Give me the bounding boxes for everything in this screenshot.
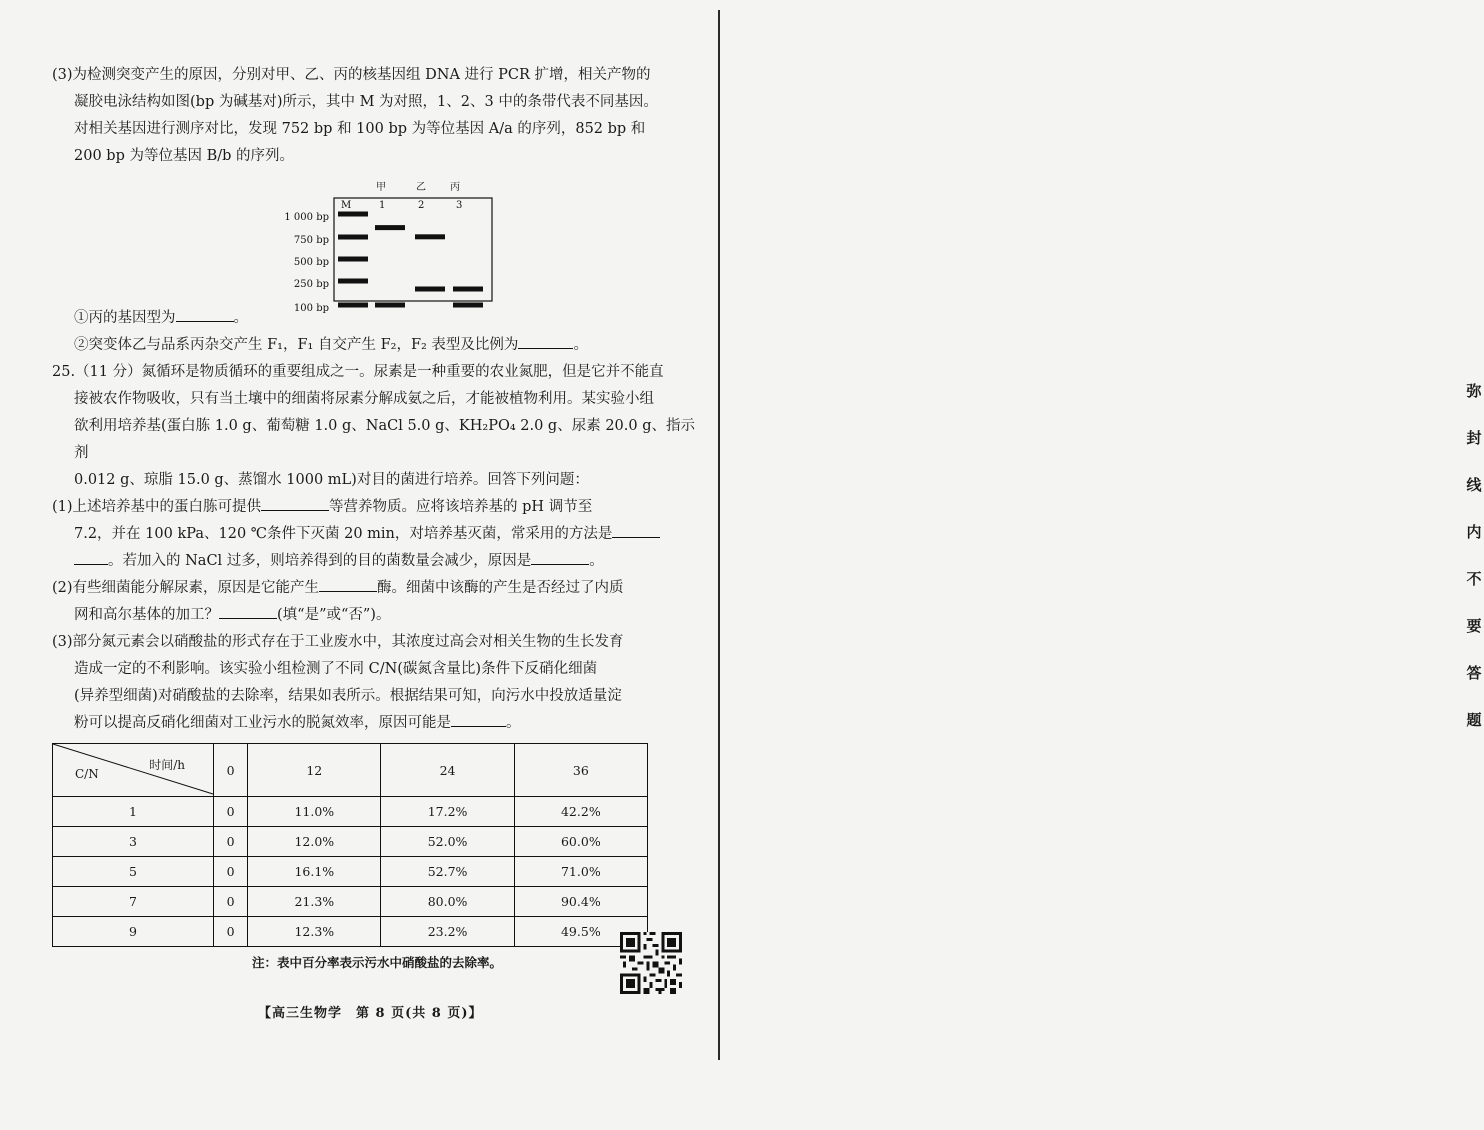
q3-sub1: [52, 305, 702, 332]
cn-cell: 3: [53, 827, 214, 857]
lane-header-jia: 甲: [376, 182, 386, 193]
cn-cell: 9: [53, 917, 214, 947]
q3-sub1-text: ①丙的基因型为: [74, 310, 176, 326]
cn-cell: 5: [53, 857, 214, 887]
marker-label: 100 bp: [293, 303, 329, 314]
seal-char: 线: [1466, 476, 1482, 494]
seal-char: 弥: [1466, 382, 1482, 400]
header-time-0: 0: [214, 744, 248, 797]
q25-2-text: 酶。细菌中该酶的产生是否经过了内质: [377, 580, 624, 596]
sample-band: [415, 234, 445, 239]
gel-figure: [52, 176, 702, 314]
sample-band: [415, 287, 445, 292]
seal-char: 题: [1466, 711, 1482, 729]
value-cell: 0: [214, 797, 248, 827]
value-cell: 49.5%: [514, 917, 647, 947]
q25-line: 0.012 g、琼脂 15.0 g、蒸馏水 1000 mL)对目的菌进行培养。回答下列问题：: [74, 472, 589, 488]
punct: 。: [573, 337, 588, 353]
value-cell: 12.0%: [248, 827, 381, 857]
sample-band: [453, 303, 483, 308]
sample-band: [375, 303, 405, 308]
value-cell: 16.1%: [248, 857, 381, 887]
q3-line: 200 bp 为等位基因 B/b 的序列。: [74, 148, 294, 164]
value-cell: 60.0%: [514, 827, 647, 857]
punct: 。: [233, 310, 248, 326]
seal-char: 答: [1466, 664, 1482, 682]
lane-label-1: 1: [379, 200, 386, 211]
sample-band: [375, 225, 405, 230]
marker-band: [338, 235, 368, 240]
q25-1-text: 。若加入的 NaCl 过多，则培养得到的目的菌数量会减少，原因是: [108, 553, 532, 569]
sample-band: [453, 287, 483, 292]
q25-3-line: 造成一定的不利影响。该实验小组检测了不同 C/N(碳氮含量比)条件下反硝化细菌: [74, 661, 598, 677]
seal-char: 不: [1466, 570, 1482, 588]
seal-char: 封: [1466, 429, 1482, 447]
answer-blank[interactable]: [451, 712, 506, 727]
answer-blank[interactable]: [261, 496, 329, 511]
page-footer: 【高三生物学 第 8 页(共 8 页)】: [258, 1006, 483, 1021]
value-cell: 42.2%: [514, 797, 647, 827]
value-cell: 0: [214, 827, 248, 857]
q25-2: [52, 575, 702, 602]
lane-header-yi: 乙: [416, 182, 426, 193]
value-cell: 52.7%: [381, 857, 514, 887]
question-content: [52, 62, 702, 973]
header-time-24: 24: [381, 744, 514, 797]
q25-line: 25.（11 分）氮循环是物质循环的重要组成之一。尿素是一种重要的农业氮肥，但是它并不能直: [52, 364, 664, 380]
header-time-36: 36: [514, 744, 647, 797]
answer-blank[interactable]: [531, 550, 589, 565]
marker-label: 750 bp: [293, 235, 329, 246]
marker-label: 250 bp: [293, 279, 329, 290]
header-cn: C/N: [75, 767, 99, 781]
table-row: [53, 827, 648, 857]
value-cell: 17.2%: [381, 797, 514, 827]
marker-label: 500 bp: [293, 257, 329, 268]
punct: 。: [589, 553, 604, 569]
table-row: [53, 887, 648, 917]
removal-rate-table: [52, 743, 648, 947]
answer-blank[interactable]: [319, 577, 377, 592]
marker-band: [338, 212, 368, 217]
q3-line: (3)为检测突变产生的原因，分别对甲、乙、丙的核基因组 DNA 进行 PCR 扩增，相关产物的: [52, 67, 651, 83]
q25-1: [52, 548, 702, 575]
binding-margin: [726, 10, 1482, 1060]
table-header-row: [53, 744, 648, 797]
q25-line: 欲利用培养基(蛋白胨 1.0 g、葡萄糖 1.0 g、NaCl 5.0 g、KH₂PO₄ 2.0 g、尿素 20.0 g、指示剂: [74, 418, 695, 461]
marker-band: [338, 303, 368, 308]
q25-3-text: 粉可以提高反硝化细菌对工业污水的脱氮效率，原因可能是: [74, 715, 451, 731]
value-cell: 0: [214, 887, 248, 917]
cn-cell: 7: [53, 887, 214, 917]
table-corner-cell: [53, 744, 214, 797]
gel-bands: [338, 212, 483, 308]
lane-label-2: 2: [418, 200, 425, 211]
q25-2-text: (2)有些细菌能分解尿素，原因是它能产生: [52, 580, 320, 596]
answer-blank[interactable]: [176, 307, 234, 322]
q3-line: 凝胶电泳结构如图(bp 为碱基对)所示，其中 M 为对照，1、2、3 中的条带代表不同基因。: [74, 94, 658, 110]
answer-blank[interactable]: [74, 550, 108, 565]
value-cell: 23.2%: [381, 917, 514, 947]
marker-band: [338, 257, 368, 262]
value-cell: 90.4%: [514, 887, 647, 917]
q3-line: 对相关基因进行测序对比，发现 752 bp 和 100 bp 为等位基因 A/a 的序列，852 bp 和: [74, 121, 646, 137]
lane-header-bing: 丙: [450, 182, 460, 193]
lane-label-m: M: [341, 200, 352, 211]
q25-1-text: 7.2，并在 100 kPa、120 ℃条件下灭菌 20 min，对培养基灭菌，常采用的方法是: [74, 526, 613, 542]
answer-blank[interactable]: [518, 334, 573, 349]
cn-cell: 1: [53, 797, 214, 827]
q25-1-text: 等营养物质。应将该培养基的 pH 调节至: [329, 499, 593, 515]
q25-3-line: (异养型细菌)对硝酸盐的去除率，结果如表所示。根据结果可知，向污水中投放适量淀: [74, 688, 622, 704]
q25-line: 接被农作物吸收，只有当土壤中的细菌将尿素分解成氨之后，才能被植物利用。某实验小组: [74, 391, 654, 407]
q3-sub2-text: ②突变体乙与品系丙杂交产生 F₁，F₁ 自交产生 F₂，F₂ 表型及比例为: [74, 337, 519, 353]
header-time-12: 12: [248, 744, 381, 797]
value-cell: 11.0%: [248, 797, 381, 827]
value-cell: 21.3%: [248, 887, 381, 917]
q25-1-text: (1)上述培养基中的蛋白胨可提供: [52, 499, 262, 515]
value-cell: 80.0%: [381, 887, 514, 917]
header-time: 时间/h: [149, 758, 185, 772]
q25-3-line: (3)部分氮元素会以硝酸盐的形式存在于工业废水中，其浓度过高会对相关生物的生长发育: [52, 634, 624, 650]
table-row: [53, 917, 648, 947]
answer-blank[interactable]: [219, 604, 277, 619]
value-cell: 71.0%: [514, 857, 647, 887]
gel-diagram: [52, 176, 702, 314]
q25-1: [52, 494, 702, 521]
lane-label-3: 3: [456, 200, 463, 211]
marker-label: 1 000 bp: [284, 212, 329, 223]
table-row: [53, 797, 648, 827]
marker-band: [338, 279, 368, 284]
table-row: [53, 857, 648, 887]
value-cell: 12.3%: [248, 917, 381, 947]
seal-notice: [1464, 368, 1484, 744]
punct: 。: [506, 715, 521, 731]
binding-line: [718, 10, 720, 1060]
seal-char: 内: [1466, 523, 1482, 541]
q25-3-line: [52, 710, 702, 737]
value-cell: 52.0%: [381, 827, 514, 857]
value-cell: 0: [214, 857, 248, 887]
q25-1: [52, 521, 702, 548]
value-cell: 0: [214, 917, 248, 947]
qr-code-icon: [620, 932, 682, 994]
table-note: 注：表中百分率表示污水中硝酸盐的去除率。: [251, 955, 502, 970]
q3-sub2: [52, 332, 702, 359]
answer-blank[interactable]: [612, 523, 660, 538]
q25-2: [52, 602, 702, 629]
q25-2-text: (填“是”或“否”)。: [277, 607, 391, 623]
q25-2-text: 网和高尔基体的加工？: [74, 607, 219, 623]
seal-char: 要: [1466, 617, 1482, 635]
